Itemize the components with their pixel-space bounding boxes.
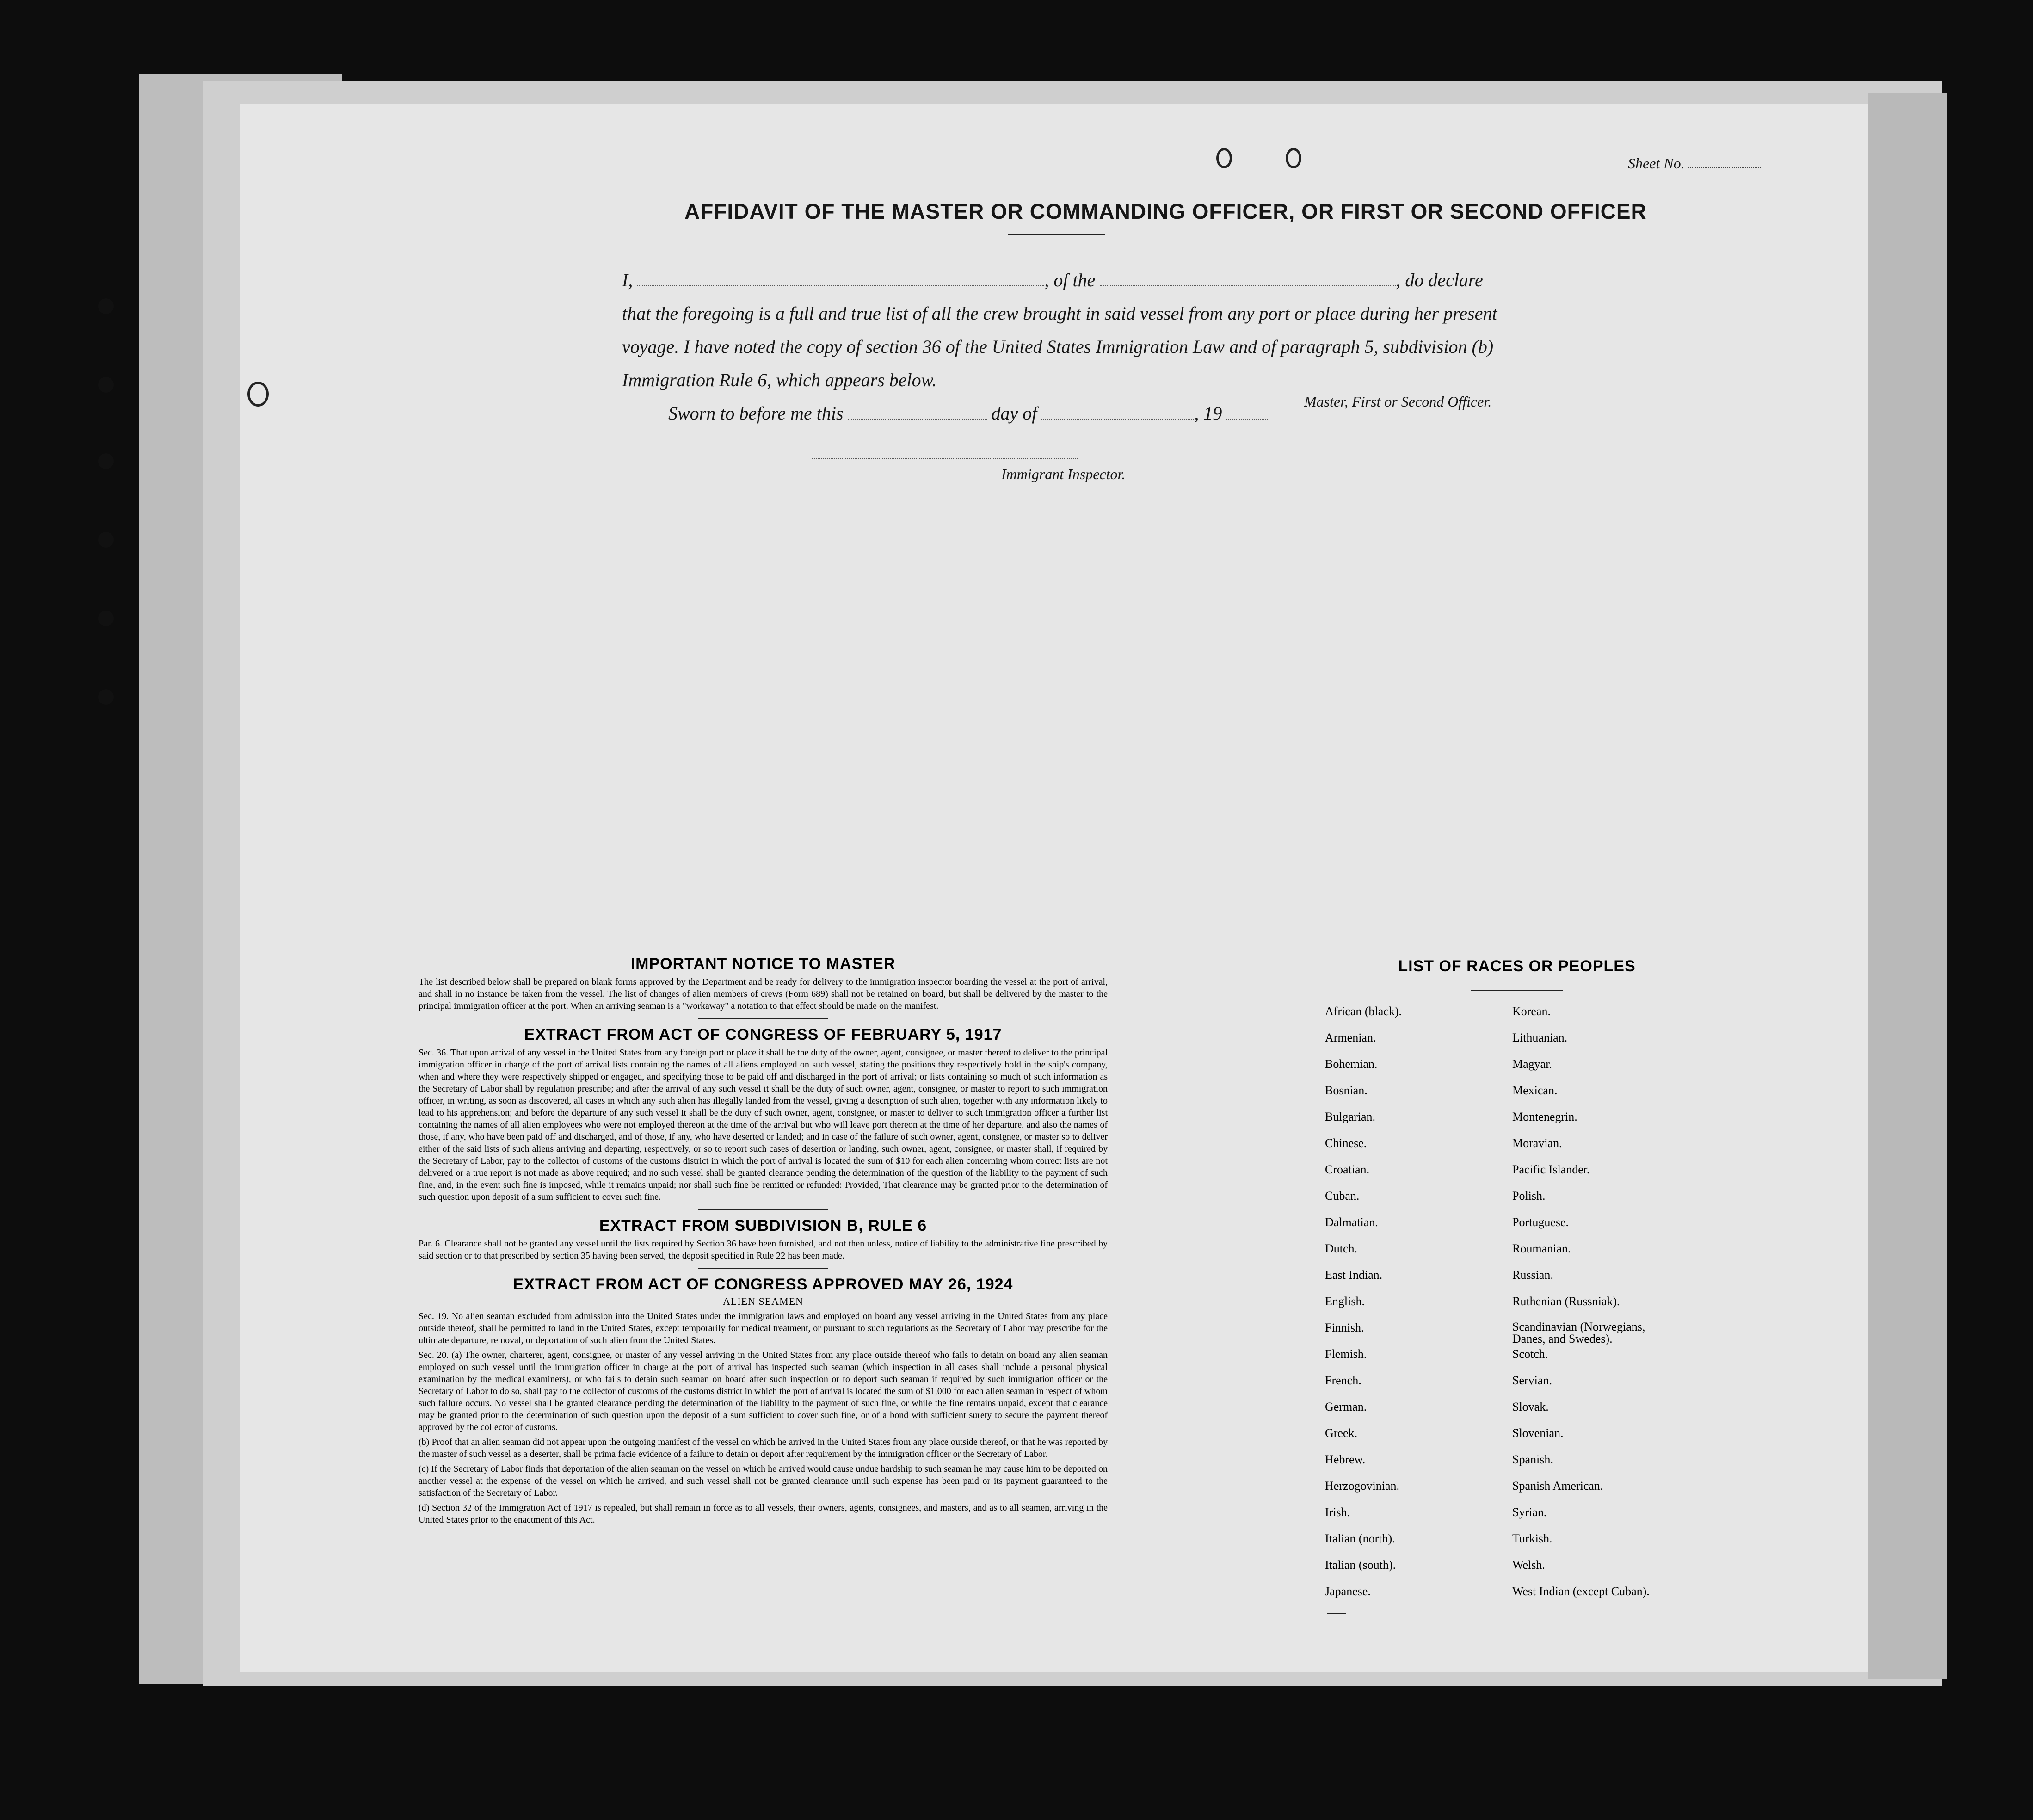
section-rule	[698, 1018, 828, 1019]
extract-1924-sec-20b: (b) Proof that an alien seaman did not appear upon the outgoing manifest of the vessel on which he arrived in the United States from any place outside thereof, or that he was reported by the master of such vessel as a deserter, shall be prima facie evidence of a failure to detain or deport after requirement by the immigration officer or the Secretary of Labor.	[419, 1437, 1108, 1459]
race-item: East Indian.	[1325, 1268, 1383, 1282]
binder-hole-icon	[98, 298, 114, 314]
punch-ring-icon	[247, 382, 269, 407]
race-item: Roumanian.	[1512, 1242, 1571, 1255]
binder-hole-icon	[98, 453, 114, 469]
notice-text: The list described below shall be prepared on blank forms approved by the Department and be ready for delivery to the immigration inspector boarding the vessel at the port of arrival, and shall in no instance be taken from the vessel. The list of changes of alien members of crews (Form 689) shall not be retained on board, but shall be delivered by the master to the principal immigration officer at the port. When an arriving seaman is a "workaway" a notation to that effect should be made on the manifest.	[419, 977, 1108, 1011]
race-item: West Indian (except Cuban).	[1512, 1585, 1650, 1598]
extract-1924-sec-20c: (c) If the Secretary of Labor finds that deportation of the alien seaman on the vessel on which he arrived would cause undue hardship to such seaman he may cause him to be deported on another vessel at the expense of the vessel on which he arrived, and such vessel shall not be granted clearance until such expense has been paid or its payment guaranteed to the satisfaction of the Secretary of Labor.	[419, 1464, 1108, 1498]
race-item: Spanish American.	[1512, 1479, 1603, 1493]
race-item: Portuguese.	[1512, 1215, 1569, 1229]
race-item: Korean.	[1512, 1005, 1551, 1018]
race-item: Dalmatian.	[1325, 1215, 1378, 1229]
rule-6-text: Par. 6. Clearance shall not be granted any vessel until the lists required by Section 36 have been furnished, and not then unless, notice of liability to the administrative fine prescribed by said section or to that prescribed by section 35 having been served, the deposit specified in Rule 22 has been made.	[419, 1239, 1108, 1261]
declaration-do-declare: , do declare	[1396, 270, 1483, 290]
race-item: Dutch.	[1325, 1242, 1358, 1255]
race-item: Lithuanian.	[1512, 1031, 1568, 1044]
race-item: Italian (south).	[1325, 1558, 1396, 1572]
races-column-left	[1325, 1005, 1519, 1611]
section-rule	[698, 1268, 828, 1269]
race-item: Russian.	[1512, 1268, 1553, 1282]
race-item: Magyar.	[1512, 1057, 1552, 1071]
race-item: Greek.	[1325, 1426, 1358, 1440]
race-item: Cuban.	[1325, 1189, 1360, 1203]
race-item: Hebrew.	[1325, 1453, 1366, 1466]
race-item: Pacific Islander.	[1512, 1163, 1590, 1176]
race-item: Armenian.	[1325, 1031, 1376, 1044]
race-item: African (black).	[1325, 1005, 1402, 1018]
sheet-number-field[interactable]	[1688, 167, 1762, 168]
race-item: German.	[1325, 1400, 1367, 1413]
master-signature-caption: Master, First or Second Officer.	[1304, 393, 1492, 410]
binder-hole-icon	[98, 532, 114, 548]
race-item: Spanish.	[1512, 1453, 1553, 1466]
binder-hole-icon	[98, 377, 114, 393]
binder-hole-icon	[98, 611, 114, 626]
sworn-text: Sworn to before me this	[668, 403, 844, 424]
binder-hole-icon	[98, 689, 114, 705]
sworn-month-field[interactable]	[1041, 405, 1194, 420]
section-rule	[698, 1209, 828, 1210]
rule-6-title: EXTRACT FROM SUBDIVISION B, RULE 6	[599, 1217, 927, 1234]
sheet-number	[1628, 155, 1762, 172]
race-item: Slovak.	[1512, 1400, 1549, 1413]
declaration-i: I,	[622, 270, 633, 290]
notice-title: IMPORTANT NOTICE TO MASTER	[630, 955, 896, 973]
race-item: Slovenian.	[1512, 1426, 1564, 1440]
title-rule	[1008, 234, 1105, 235]
sworn-year: , 19	[1194, 403, 1222, 424]
race-item: French.	[1325, 1374, 1361, 1387]
races-end-rule	[1327, 1613, 1346, 1614]
race-item: Chinese.	[1325, 1136, 1367, 1150]
legal-notices	[419, 955, 1108, 1529]
inspector-signature-caption: Immigrant Inspector.	[1001, 466, 1126, 482]
sworn-day-field[interactable]	[848, 405, 987, 420]
extract-1924-sec-19: Sec. 19. No alien seaman excluded from admission into the United States under the immigration laws and employed on board any vessel arriving in the United States from any place outside thereof, shall be permitted to land in the United States, except temporarily for medical treatment, or pursuant to such regulations as the Secretary of Labor may prescribe for the ultimate departure, removal, or deportation of such alien from the United States.	[419, 1311, 1108, 1345]
extract-1924-sec-20d: (d) Section 32 of the Immigration Act of 1917 is repealed, but shall remain in force as to all vessels, their owners, agents, consignees, and masters, and as to all seamen, arriving in the United States prior to the enactment of this Act.	[419, 1503, 1108, 1525]
race-item: Scotch.	[1512, 1347, 1548, 1361]
races-column-right	[1512, 1005, 1679, 1611]
extract-1924-sec-20a: Sec. 20. (a) The owner, charterer, agent, consignee, or master of any vessel arriving in the United States from any place outside thereof who fails to detain on board any alien seaman employed on such vessel until the immigration officer in charge at the port of arrival has inspected such seaman (which inspection in all cases shall include a personal physical examination by the medical examiners), or who fails to detain such seaman on board after such inspection or to deport such seaman if required by such immigration officer or the Secretary of Labor to do so, shall pay to the collector of customs of the customs district in which the port of arrival is located the sum of $1,000 for each alien seaman in respect of whom such failure occurs. No vessel shall be granted clearance pending the determination of the liability to the payment of such fine, or while the fine remains unpaid, except that clearance may be granted prior to the determination of such question upon the deposit of a sum sufficient to cover such fine, or of a bond with sufficient surety to secure the payment thereof approved by the collector of customs.	[419, 1350, 1108, 1432]
declaration-line-2: that the foregoing is a full and true list of all the crew brought in said vessel from any port or place during her present	[622, 303, 1497, 324]
race-item: Italian (north).	[1325, 1532, 1395, 1545]
races-title-rule	[1471, 990, 1563, 991]
alien-seamen-subtitle: ALIEN SEAMEN	[723, 1296, 803, 1307]
race-item: Herzogovinian.	[1325, 1479, 1400, 1493]
race-item: Bulgarian.	[1325, 1110, 1376, 1123]
declaration-line-3: voyage. I have noted the copy of section 36 of the United States Immigration Law and of paragraph 5, subdivision (b)	[622, 336, 1494, 357]
sworn-day-of: day of	[991, 403, 1037, 424]
sheet-number-label: Sheet No.	[1628, 155, 1685, 172]
race-item: Scandinavian (Norwegians, Danes, and Swedes).	[1512, 1320, 1645, 1345]
punch-ring-icon	[1216, 148, 1232, 168]
extract-1917-title: EXTRACT FROM ACT OF CONGRESS OF FEBRUARY 5, 1917	[524, 1026, 1002, 1043]
extract-1924-title: EXTRACT FROM ACT OF CONGRESS APPROVED MAY 26, 1924	[513, 1276, 1013, 1293]
affidavit-title: AFFIDAVIT OF THE MASTER OR COMMANDING OFFICER, OR FIRST OR SECOND OFFICER	[684, 199, 1647, 223]
race-item: Finnish.	[1325, 1321, 1364, 1334]
race-item: Japanese.	[1325, 1585, 1371, 1598]
extract-1917-text: Sec. 36. That upon arrival of any vessel in the United States from any foreign port or place it shall be the duty of the owner, agent, consignee, or master thereof to deliver to the principal immigration officer in charge of the port of arrival lists containing the names of all aliens employed on such vessel, stating the positions they respectively hold in the ship's company, when and where they were respectively shipped or engaged, and specifying those to be paid off and discharged in the port of arrival; or lists containing so much of such information as the Secretary of Labor shall by regulation prescribe; and after the arrival of any such vessel it shall be the duty of such owner, agent, consignee, or master to report to such immigration officer, in writing, as soon as discovered, all cases in which any such alien has illegally landed from the vessel, giving a description of such alien, together with any information likely to lead to his apprehension; and before the departure of any such vessel it shall be the duty of such owner, agent, consignee, or master to deliver to such immigration officer a further list containing the names of all alien employees who were not employed thereon at the time of the arrival but who will leave port thereon at the time of her departure, and also the names of those, if any, who have been paid off and discharged, and of those, if any, who have deserted or landed; and in case of the failure of such owner, agent, consignee, or master so to deliver either of the said lists of such aliens arriving and departing, respectively, or so to report such cases of desertion or landing, such owner, agent, consignee, or master shall, if required by the Secretary of Labor, pay to the collector of customs of the customs district in which the port of arrival is located the sum of $10 for each alien concerning whom correct lists are not delivered or a true report is not made as above required; and no such vessel shall be granted clearance pending the determination of the question of the liability to the payment of such fine, and, in the event such fine is imposed, while it remains unpaid; nor shall such fine be remitted or refunded: Provided, That clearance may be granted prior to the determination of such question upon deposit of a sum sufficient to cover such fine.	[419, 1048, 1108, 1202]
declaration-line-4: Immigration Rule 6, which appears below.	[622, 370, 937, 390]
sworn-year-field[interactable]	[1226, 405, 1268, 420]
race-item: Polish.	[1512, 1189, 1546, 1203]
race-item: Syrian.	[1512, 1505, 1547, 1519]
race-item: English.	[1325, 1295, 1365, 1308]
sworn-statement	[668, 402, 1268, 424]
race-item: Turkish.	[1512, 1532, 1552, 1545]
inspector-signature-line[interactable]	[812, 458, 1078, 459]
affidavit-declaration	[622, 264, 1755, 397]
underlying-page-right	[1868, 93, 1947, 1679]
race-item: Servian.	[1512, 1374, 1552, 1387]
declarant-name-field[interactable]	[637, 271, 1044, 286]
races-title: LIST OF RACES OR PEOPLES	[1398, 957, 1636, 975]
race-item: Montenegrin.	[1512, 1110, 1577, 1123]
race-item: Flemish.	[1325, 1347, 1367, 1361]
vessel-name-field[interactable]	[1100, 271, 1396, 286]
declaration-of-the: , of the	[1044, 270, 1096, 290]
race-item: Moravian.	[1512, 1136, 1562, 1150]
race-item: Welsh.	[1512, 1558, 1545, 1572]
race-item: Bosnian.	[1325, 1084, 1368, 1097]
race-item: Irish.	[1325, 1505, 1350, 1519]
race-item: Croatian.	[1325, 1163, 1370, 1176]
race-item: Mexican.	[1512, 1084, 1558, 1097]
punch-ring-icon	[1286, 148, 1301, 168]
race-item: Bohemian.	[1325, 1057, 1378, 1071]
race-item: Ruthenian (Russniak).	[1512, 1295, 1620, 1308]
